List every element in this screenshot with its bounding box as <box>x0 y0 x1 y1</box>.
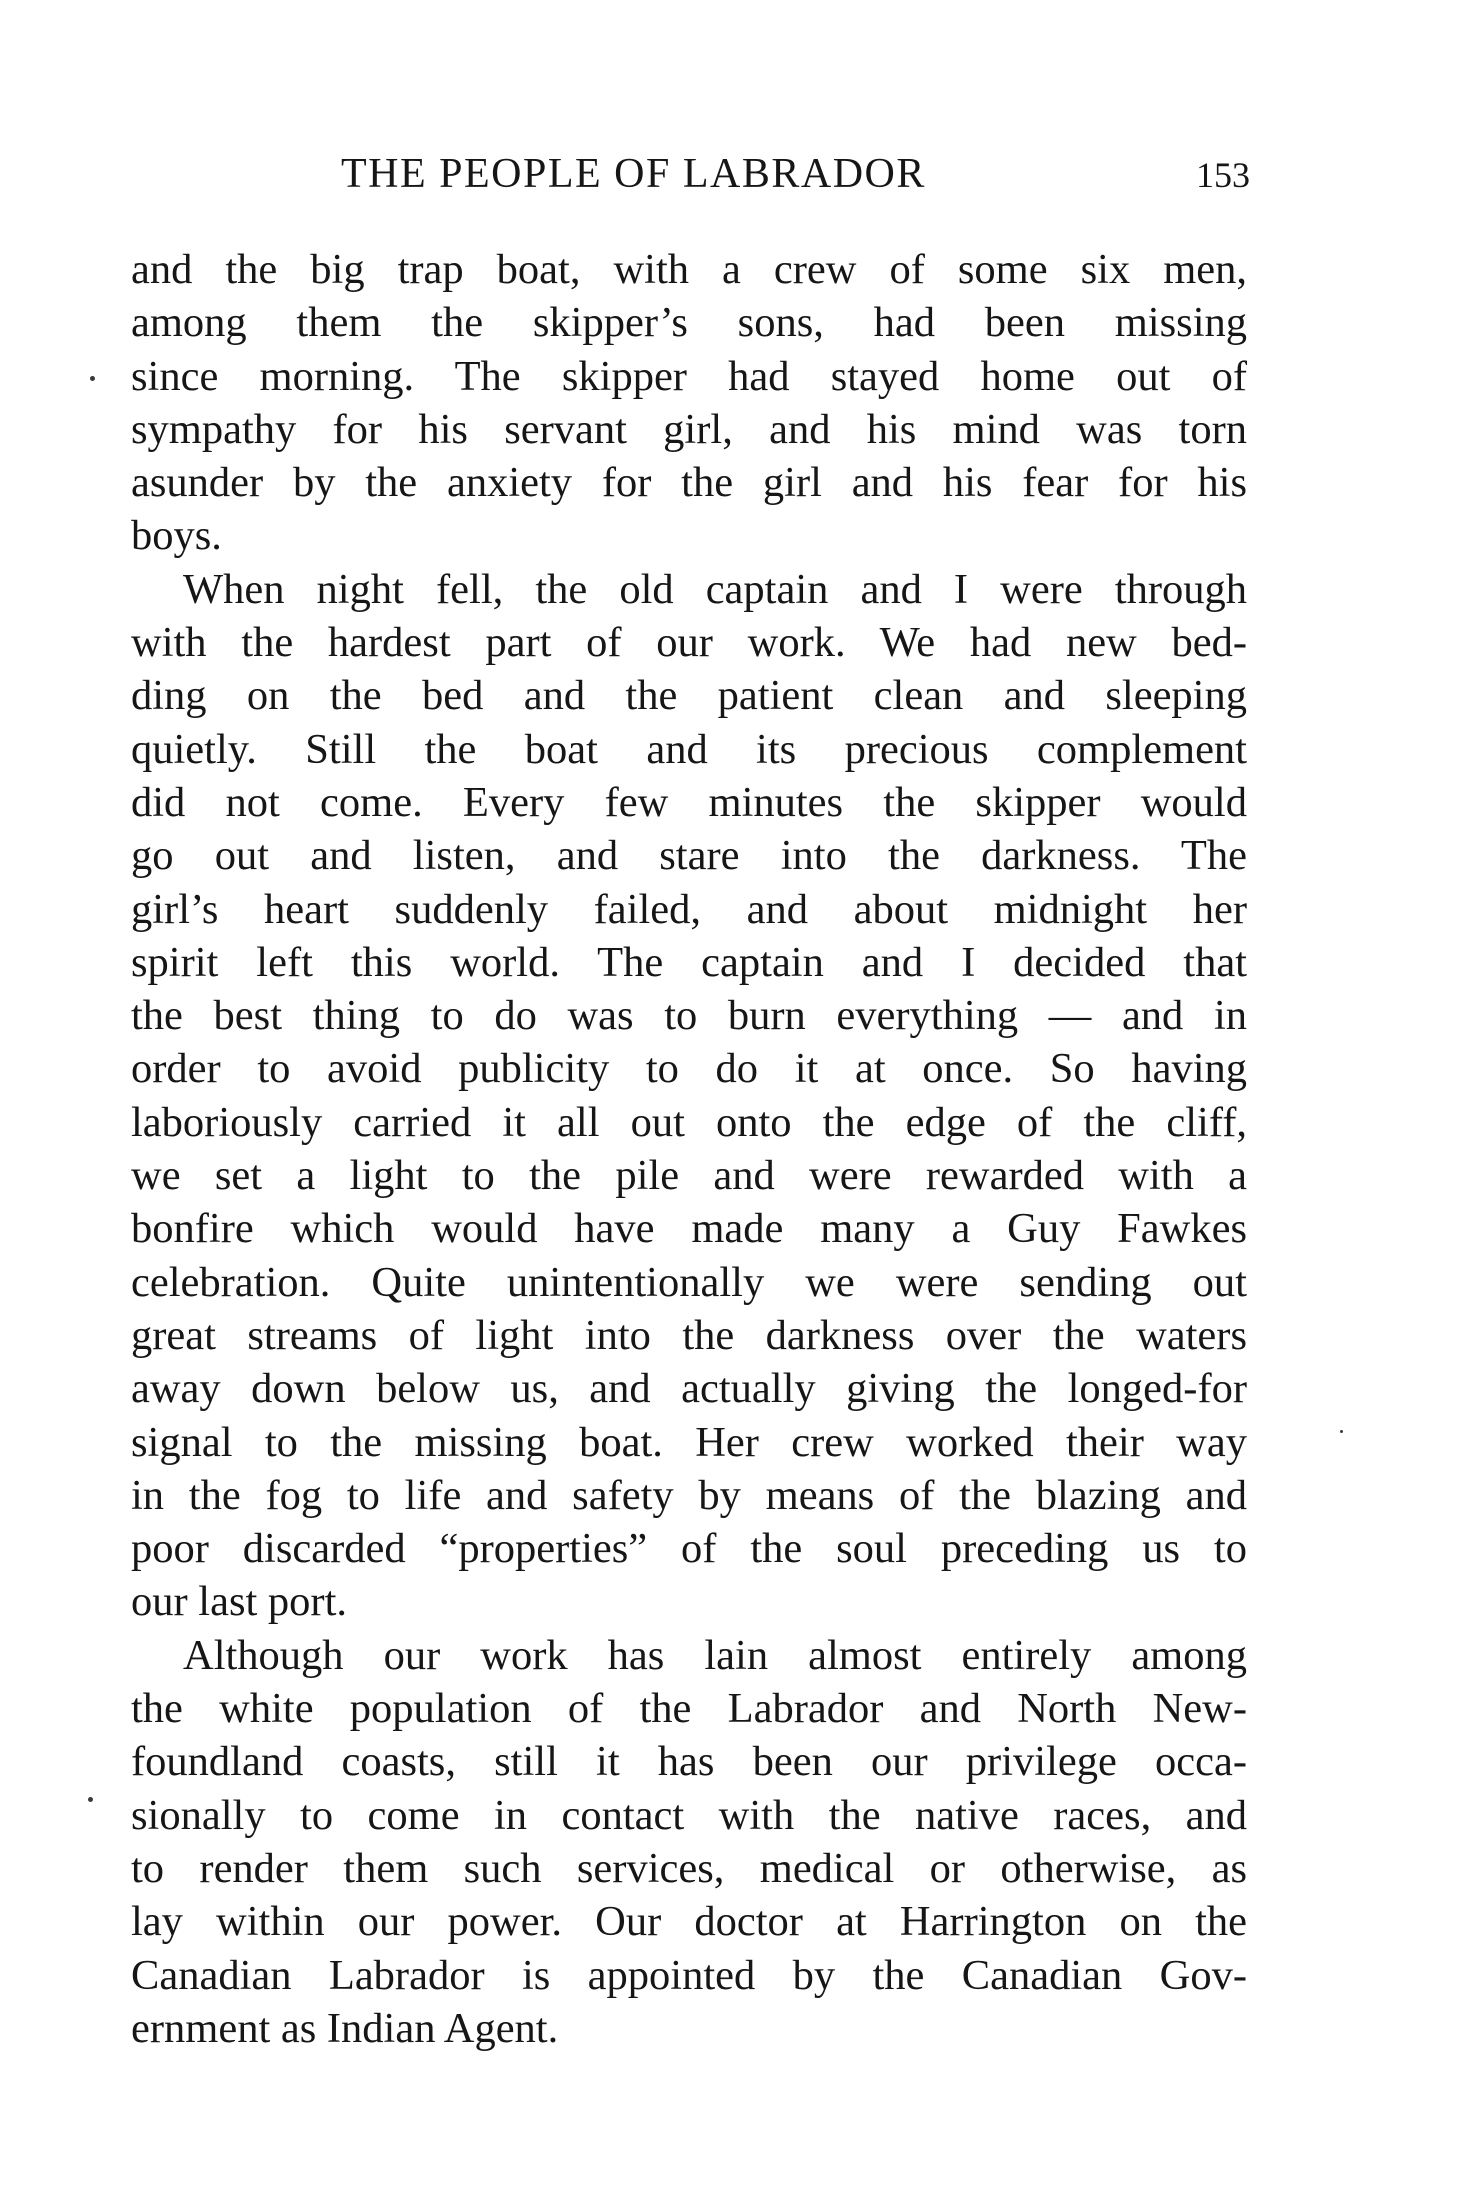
paragraph-start-line: When night fell, the old captain and I were through <box>183 565 1247 613</box>
text-line: signal to the missing boat. Her crew worked their way <box>131 1418 1247 1466</box>
text-line: asunder by the anxiety for the girl and his fear for his <box>131 459 1247 507</box>
text-line: great streams of light into the darkness over the waters <box>131 1311 1247 1359</box>
text-line: sympathy for his servant girl, and his mind was torn <box>131 405 1247 453</box>
text-line: lay within our power. Our doctor at Harrington on the <box>131 1898 1247 1946</box>
text-line: boys. <box>131 512 222 560</box>
text-line: laboriously carried it all out onto the edge of the cliff, <box>131 1098 1247 1146</box>
text-line: ding on the bed and the patient clean and sleeping <box>131 672 1247 720</box>
text-line: order to avoid publicity to do it at once. So having <box>131 1045 1247 1093</box>
text-line: and the big trap boat, with a crew of some six men, <box>131 246 1247 293</box>
text-line: celebration. Quite unintentionally we were sending out <box>131 1258 1247 1306</box>
text-line: go out and listen, and stare into the darkness. The <box>131 832 1247 880</box>
text-line: our last port. <box>131 1578 348 1626</box>
text-line: among them the skipper’s sons, had been missing <box>131 299 1247 347</box>
print-speck <box>90 376 95 381</box>
text-line: foundland coasts, still it has been our privilege occa- <box>131 1738 1247 1786</box>
paragraph-start-line: Although our work has lain almost entirely among <box>183 1631 1247 1679</box>
text-line: sionally to come in contact with the native races, and <box>131 1791 1247 1839</box>
body-text <box>131 243 1247 2055</box>
running-title: THE PEOPLE OF LABRADOR <box>341 151 926 197</box>
text-line: we set a light to the pile and were rewarded with a <box>131 1152 1247 1200</box>
text-line: the white population of the Labrador and North New- <box>131 1685 1247 1733</box>
page-number: 153 <box>1196 155 1250 195</box>
text-line: bonfire which would have made many a Guy Fawkes <box>131 1205 1247 1253</box>
text-line: quietly. Still the boat and its precious complement <box>131 725 1247 773</box>
print-speck <box>88 1797 93 1802</box>
text-line: poor discarded “properties” of the soul preceding us to <box>131 1525 1247 1573</box>
text-line: in the fog to life and safety by means of the blazing and <box>131 1471 1247 1519</box>
print-speck <box>1340 1430 1343 1433</box>
text-line: spirit left this world. The captain and I decided that <box>131 938 1247 986</box>
text-line: with the hardest part of our work. We had new bed- <box>131 619 1247 667</box>
text-line: the best thing to do was to burn everything — and in <box>131 992 1247 1040</box>
running-head <box>130 150 1250 210</box>
text-line: ernment as Indian Agent. <box>131 2004 559 2052</box>
text-line: girl’s heart suddenly failed, and about midnight her <box>131 885 1247 933</box>
text-line: to render them such services, medical or otherwise, as <box>131 1844 1247 1892</box>
text-line: Canadian Labrador is appointed by the Canadian Gov- <box>131 1951 1247 1999</box>
text-line: since morning. The skipper had stayed home out of <box>131 352 1247 400</box>
text-line: away down below us, and actually giving the longed-for <box>131 1365 1247 1413</box>
text-line: did not come. Every few minutes the skipper would <box>131 778 1247 826</box>
